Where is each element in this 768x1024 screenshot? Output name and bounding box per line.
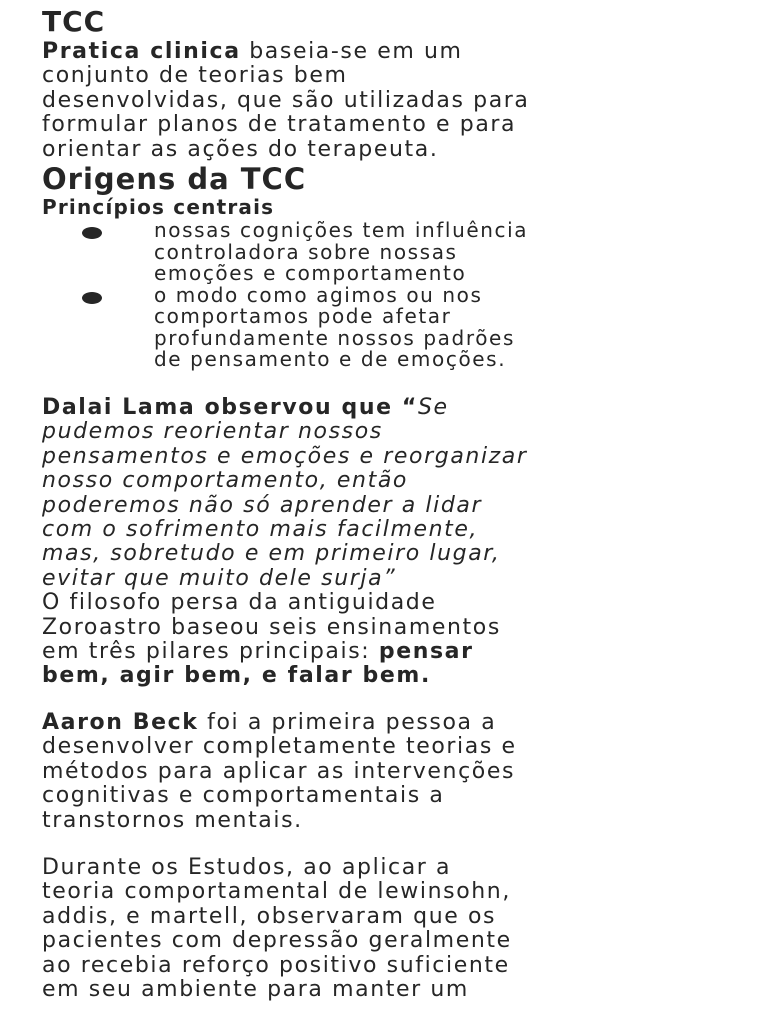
intro-bold-term: Pratica clinica — [42, 39, 241, 64]
zoroastro-line — [42, 640, 732, 664]
bullet-icon — [82, 227, 102, 239]
intro-line: formular planos de tratamento e para — [42, 112, 517, 138]
beck-line: transtornos mentais. — [42, 807, 303, 833]
beck-text: foi a primeira pessoa a — [198, 710, 497, 735]
beck-line: métodos para aplicar as intervenções — [42, 758, 516, 784]
list-item-line: o modo como agimos ou nos — [154, 282, 483, 307]
quote-line — [42, 396, 732, 420]
beck-line: desenvolver completamente teorias e — [42, 734, 517, 760]
intro-line — [42, 40, 732, 64]
studies-line: Durante os Estudos, ao aplicar a — [42, 855, 452, 880]
list-item-line: emoções e comportamento — [154, 261, 467, 285]
zoroastro-bold-line: bem, agir bem, e falar bem. — [42, 663, 431, 689]
studies-line: teoria comportamental de lewinsohn, — [42, 879, 511, 905]
zoroastro-bold: pensar — [378, 639, 474, 665]
studies-line: pacientes com depressão geralmente — [42, 928, 512, 954]
studies-line: ao recebia reforço positivo suficiente — [42, 952, 510, 978]
intro-line: desenvolvidas, que são utilizadas para — [42, 87, 530, 113]
intro-line: orientar as ações do terapeuta. — [42, 136, 439, 162]
list-item-line: nossas cognições tem influência — [154, 218, 529, 242]
studies-line: em seu ambiente para manter um — [42, 977, 469, 1003]
list-item-line: profundamente nossos padrões — [154, 325, 515, 350]
quote-line: nosso comportamento, então — [42, 468, 408, 494]
section-title: Origens da TCC — [42, 162, 307, 196]
zoroastro-line: O filosofo persa da antiguidade — [42, 590, 437, 616]
studies-line: addis, e martell, observaram que os — [42, 903, 497, 929]
principles-list — [42, 220, 732, 371]
zoroastro-line: Zoroastro baseou seis ensinamentos — [42, 614, 501, 640]
list-item-line: de pensamento e de emoções. — [154, 347, 507, 371]
dalai-lead: Dalai Lama observou que “ — [42, 395, 418, 420]
beck-line — [42, 711, 732, 735]
quote-line: mas, sobretudo e em primeiro lugar, — [42, 541, 501, 567]
bullet-icon — [82, 292, 102, 304]
quote-line: com o sofrimento mais facilmente, — [42, 517, 479, 543]
list-item-line: controladora sobre nossas — [154, 239, 458, 264]
beck-bold-name: Aaron Beck — [42, 710, 199, 735]
intro-paragraph — [42, 40, 732, 162]
page-title: TCC — [42, 5, 106, 38]
zoroastro-text: em três pilares principais: — [42, 639, 379, 665]
aaron-beck-paragraph — [42, 711, 732, 833]
intro-text: baseia-se em um — [240, 39, 463, 64]
list-item — [42, 282, 732, 371]
list-item — [42, 220, 732, 285]
quote-line: poderemos não só aprender a lidar — [42, 492, 483, 518]
quote-line: pudemos reorientar nossos — [42, 419, 383, 445]
quote-line: evitar que muito dele surja” — [42, 565, 397, 591]
dalai-lama-paragraph — [42, 396, 732, 689]
intro-line: conjunto de teorias bem — [42, 63, 348, 89]
beck-line: cognitivas e comportamentais a — [42, 783, 445, 809]
subsection-title: Princípios centrais — [42, 195, 275, 219]
list-item-line: comportamos pode afetar — [154, 304, 452, 328]
quote-line: pensamentos e emoções e reorganizar — [42, 443, 528, 469]
quote-start: Se — [417, 395, 449, 420]
studies-paragraph — [42, 856, 732, 1002]
